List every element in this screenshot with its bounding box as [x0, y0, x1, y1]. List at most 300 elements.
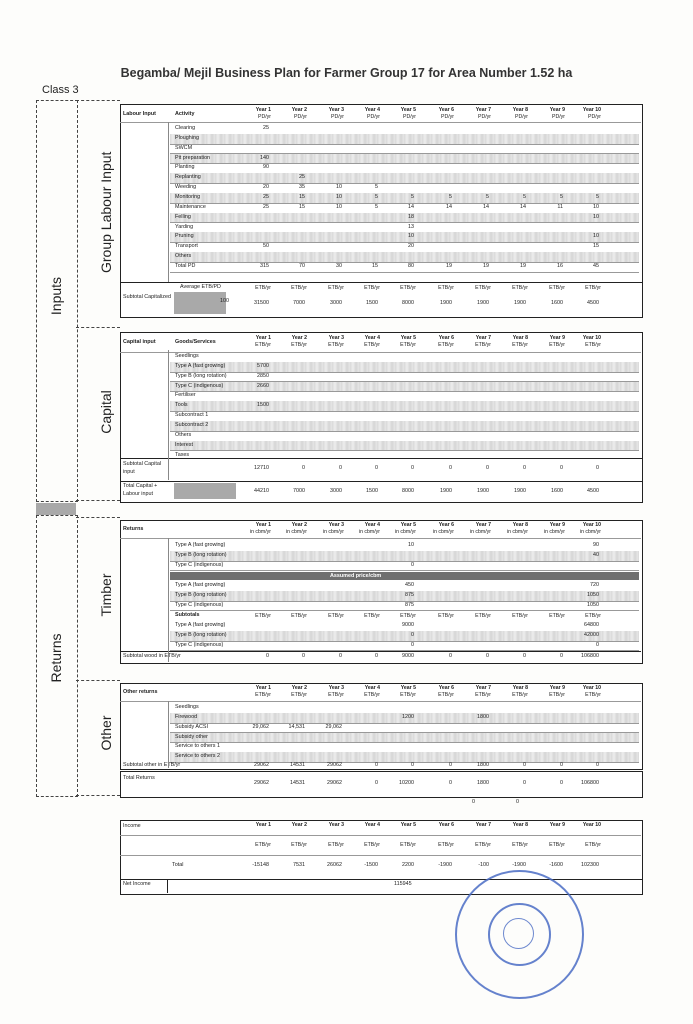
- timber-year-9: Year 9: [549, 522, 565, 528]
- other-total-cell: 0: [523, 780, 526, 786]
- capital-rule: [170, 411, 639, 412]
- other-subtotal-cell: 29062: [254, 762, 269, 768]
- timber-subtotal-cell: 0: [449, 653, 452, 659]
- labour-etb-unit-6: ETB/yr: [438, 285, 454, 291]
- labour-cell: 140: [260, 154, 269, 161]
- other-unit-5: ETB/yr: [400, 692, 416, 698]
- capital-stripe: [170, 421, 639, 431]
- timber-subtotal-cell: 9000: [402, 653, 414, 659]
- other-unit-8: ETB/yr: [512, 692, 528, 698]
- timber-label: Timber: [98, 573, 114, 617]
- income-year-3: Year 3: [328, 822, 344, 828]
- timber-subtotal-cell: 0: [486, 653, 489, 659]
- timber-unit-6: in cbm/yr: [432, 529, 454, 535]
- labour-subtotal-label: Subtotal Capitalized: [123, 294, 171, 300]
- timber-sub-cell: 9000: [402, 622, 414, 628]
- labour-row-label: Transport: [175, 243, 198, 250]
- capital-subtotal-cell: 0: [596, 465, 599, 471]
- income-unit-9: ETB/yr: [549, 842, 565, 848]
- labour-subtotal-cell: 1500: [366, 300, 378, 306]
- labour-row-label: Ploughing: [175, 134, 199, 141]
- labour-year-6: Year 6: [438, 107, 454, 113]
- other-total-cell: 0: [560, 780, 563, 786]
- capital-row-label: Type A (fast growing): [175, 362, 226, 369]
- labour-cell: 10: [593, 203, 599, 210]
- capital-col1: Goods/Services: [175, 339, 216, 345]
- timber-year-4: Year 4: [364, 522, 380, 528]
- labour-etb-unit-2: ETB/yr: [291, 285, 307, 291]
- capital-row-label: Taxes: [175, 451, 190, 458]
- labour-cell: 30: [336, 262, 342, 269]
- labour-subtotal-cell: 4500: [587, 300, 599, 306]
- labour-row-label: Felling: [175, 213, 191, 220]
- capital-row-label: Others: [175, 431, 192, 438]
- labour-cell: 16: [557, 262, 563, 269]
- other-subtotal-cell: 1800: [477, 762, 489, 768]
- labour-cell: 20: [408, 243, 414, 250]
- timber-sub-cell: 0: [596, 641, 599, 648]
- capital-total-cell: 1900: [514, 488, 526, 494]
- income-year-2: Year 2: [291, 822, 307, 828]
- labour-unit-9: PD/yr: [552, 114, 565, 120]
- timber-unit-1: in cbm/yr: [249, 529, 271, 535]
- below-value-1: 0: [472, 799, 475, 805]
- timber-row-label: Type A (fast growing): [175, 542, 226, 548]
- labour-row-label: Replanting: [175, 174, 201, 181]
- capital-total-cell: 1600: [551, 488, 563, 494]
- capital-row-label: Seedlings: [175, 353, 199, 359]
- capital-unit-6: ETB/yr: [438, 342, 454, 348]
- labour-cell: 11: [557, 203, 563, 210]
- capital-subtotal-cell: 0: [375, 465, 378, 471]
- labour-cell: 80: [408, 262, 414, 269]
- timber-etb-unit-8: ETB/yr: [512, 613, 528, 619]
- labour-rule: [170, 272, 639, 273]
- labour-etb-unit-7: ETB/yr: [475, 285, 491, 291]
- timber-col0: Returns: [123, 526, 144, 532]
- timber-subtotal-label: Subtotal wood in ETB/yr: [123, 653, 181, 659]
- income-unit-3: ETB/yr: [328, 842, 344, 848]
- labour-cell: 14: [446, 203, 452, 210]
- timber-header-rule: [120, 538, 641, 539]
- income-total-cell: -1500: [364, 862, 378, 868]
- other-subtotal-cell: 29062: [327, 762, 342, 768]
- labour-cell: 5: [596, 193, 599, 200]
- timber-etb-unit-10: ETB/yr: [585, 613, 601, 619]
- labour-col0: Labour Input: [123, 111, 156, 117]
- labour-etb-unit-5: ETB/yr: [400, 285, 416, 291]
- other-subtotal-cell: 0: [375, 762, 378, 768]
- timber-unit-8: in cbm/yr: [506, 529, 528, 535]
- timber-row-label: Type B (long rotation): [175, 551, 227, 558]
- other-row-label: Service to others 1: [175, 743, 220, 750]
- capital-unit-5: ETB/yr: [400, 342, 416, 348]
- labour-cell: 10: [593, 233, 599, 240]
- labour-year-7: Year 7: [475, 107, 491, 113]
- timber-sub-cell: 0: [411, 631, 414, 638]
- timber-price-rule: [170, 610, 639, 611]
- labour-cell: 15: [299, 203, 305, 210]
- labour-cell: 19: [520, 262, 526, 269]
- timber-year-6: Year 6: [438, 522, 454, 528]
- labour-row-label: Monitoring: [175, 193, 201, 200]
- official-stamp-center: [503, 918, 534, 949]
- other-cell: 14,531: [288, 723, 305, 730]
- labour-etb-unit-10: ETB/yr: [585, 285, 601, 291]
- capital-stripe: [170, 441, 639, 451]
- income-total-cell: -1600: [549, 862, 563, 868]
- labour-cell: 5: [560, 193, 563, 200]
- timber-sub-row-label: Type B (long rotation): [175, 631, 227, 638]
- capital-row-label: Fertiliser: [175, 392, 196, 399]
- capital-total-box: [174, 483, 236, 499]
- timber-price-cell: 875: [405, 601, 414, 608]
- capital-label: Capital: [98, 390, 114, 434]
- timber-price-row-label: Type A (fast growing): [175, 582, 226, 588]
- timber-year-10: Year 10: [582, 522, 601, 528]
- other-year-1: Year 1: [255, 685, 271, 691]
- labour-cell: 20: [263, 184, 269, 191]
- labour-subtotal-cell: 31500: [254, 300, 269, 306]
- other-cell: 1200: [402, 713, 414, 720]
- timber-sub-cell: 0: [411, 641, 414, 648]
- capital-row-label: Interest: [175, 441, 193, 448]
- labour-cell: 5: [375, 193, 378, 200]
- labour-etb-unit-1: ETB/yr: [255, 285, 271, 291]
- timber-unit-9: in cbm/yr: [543, 529, 565, 535]
- other-year-7: Year 7: [475, 685, 491, 691]
- timber-etb-unit-9: ETB/yr: [549, 613, 565, 619]
- capital-unit-9: ETB/yr: [549, 342, 565, 348]
- labour-year-5: Year 5: [400, 107, 416, 113]
- divider-inputs-end: [76, 500, 120, 501]
- timber-price-cell: 1050: [587, 601, 599, 608]
- labour-row-label: Maintenance: [175, 203, 206, 210]
- other-total-label: Total Returns: [123, 775, 155, 781]
- labour-cell: 70: [299, 262, 305, 269]
- capital-unit-2: ETB/yr: [291, 342, 307, 348]
- capital-cell: 2660: [257, 382, 269, 389]
- capital-col0: Capital input: [123, 339, 156, 345]
- capital-year-6: Year 6: [438, 335, 454, 341]
- capital-unit-7: ETB/yr: [475, 342, 491, 348]
- income-unit-8: ETB/yr: [512, 842, 528, 848]
- capital-cell: 1500: [257, 402, 269, 409]
- timber-subtotal-cell: 0: [266, 653, 269, 659]
- labour-unit-2: PD/yr: [294, 114, 307, 120]
- other-subtotal-label: Subtotal other in ETB/yr: [123, 762, 181, 768]
- income-total-cell: 102300: [581, 862, 599, 868]
- labour-cell: 10: [336, 184, 342, 191]
- capital-subtotal-cell: 0: [486, 465, 489, 471]
- labour-cell: 10: [336, 193, 342, 200]
- income-total-cell: -15148: [252, 862, 269, 868]
- other-cell: 29,062: [252, 723, 269, 730]
- other-total-cell: 29062: [327, 780, 342, 786]
- timber-year-3: Year 3: [328, 522, 344, 528]
- other-year-10: Year 10: [582, 685, 601, 691]
- labour-unit-7: PD/yr: [478, 114, 491, 120]
- income-year-8: Year 8: [512, 822, 528, 828]
- timber-subtotal-cell: 0: [523, 653, 526, 659]
- timber-sub-cell: 64800: [584, 622, 599, 628]
- capital-total-cell: 44210: [254, 488, 269, 494]
- timber-price-cell: 720: [590, 582, 599, 588]
- capital-total-cell: 1900: [440, 488, 452, 494]
- capital-total-cell: 1500: [366, 488, 378, 494]
- labour-row-label: Pruning: [175, 233, 194, 240]
- timber-subtotal-cell: 0: [375, 653, 378, 659]
- income-rule-1: [120, 835, 641, 836]
- capital-subtotal-cell: 0: [560, 465, 563, 471]
- income-year-5: Year 5: [400, 822, 416, 828]
- other-total-cell: 10200: [399, 780, 414, 786]
- capital-subtotal-cell: 0: [449, 465, 452, 471]
- capital-year-8: Year 8: [512, 335, 528, 341]
- capital-unit-1: ETB/yr: [255, 342, 271, 348]
- labour-row-label: Others: [175, 253, 192, 260]
- income-total-cell: -100: [478, 862, 489, 868]
- capital-year-4: Year 4: [364, 335, 380, 341]
- other-year-5: Year 5: [400, 685, 416, 691]
- other-year-4: Year 4: [364, 685, 380, 691]
- capital-subtotal-cell: 0: [339, 465, 342, 471]
- page-title: Begamba/ Mejil Business Plan for Farmer Group 17 for Area Number 1.52 ha: [120, 66, 573, 80]
- capital-year-10: Year 10: [582, 335, 601, 341]
- labour-cell: 5: [523, 193, 526, 200]
- labour-cell: 35: [299, 184, 305, 191]
- table-left-rule: [168, 350, 169, 480]
- income-unit-7: ETB/yr: [475, 842, 491, 848]
- labour-year-10: Year 10: [582, 107, 601, 113]
- other-col0: Other returns: [123, 689, 158, 695]
- timber-etb-unit-2: ETB/yr: [291, 613, 307, 619]
- separator-block: [36, 503, 76, 515]
- labour-cell: 10: [336, 203, 342, 210]
- other-year-8: Year 8: [512, 685, 528, 691]
- timber-sub-row-label: Type A (fast growing): [175, 622, 226, 628]
- labour-cell: 14: [483, 203, 489, 210]
- timber-subtotal-cell: 106800: [581, 653, 599, 659]
- capital-cell: 5700: [257, 362, 269, 369]
- divider-returns-end: [76, 795, 120, 796]
- labour-stripe: [170, 134, 639, 144]
- capital-unit-8: ETB/yr: [512, 342, 528, 348]
- labour-cell: 25: [263, 203, 269, 210]
- table-left-rule: [168, 538, 169, 662]
- income-year-6: Year 6: [438, 822, 454, 828]
- other-row-label: Service to others 2: [175, 753, 220, 760]
- table-left-rule: [168, 122, 169, 282]
- income-label: Income: [123, 823, 141, 829]
- labour-year-9: Year 9: [549, 107, 565, 113]
- capital-year-3: Year 3: [328, 335, 344, 341]
- labour-unit-6: PD/yr: [441, 114, 454, 120]
- labour-cell: 5: [375, 203, 378, 210]
- capital-year-5: Year 5: [400, 335, 416, 341]
- labour-cell: 90: [263, 164, 269, 171]
- capital-total-cell: 4500: [587, 488, 599, 494]
- capital-year-2: Year 2: [291, 335, 307, 341]
- timber-unit-2: in cbm/yr: [285, 529, 307, 535]
- labour-etb-unit-9: ETB/yr: [549, 285, 565, 291]
- timber-year-5: Year 5: [400, 522, 416, 528]
- capital-subtotal-cell: 0: [411, 465, 414, 471]
- timber-subtotal-cell: 0: [339, 653, 342, 659]
- labour-subtotal-cell: 3000: [330, 300, 342, 306]
- timber-price-row-label: Type C (indigenous): [175, 601, 224, 608]
- other-total-cell: 0: [375, 780, 378, 786]
- other-row-label: Subsidy ACSI: [175, 723, 208, 730]
- labour-subtotal-cell: 8000: [402, 300, 414, 306]
- timber-unit-7: in cbm/yr: [469, 529, 491, 535]
- class-label: Class 3: [42, 84, 79, 96]
- other-total-cell: 0: [449, 780, 452, 786]
- labour-etb-unit-3: ETB/yr: [328, 285, 344, 291]
- labour-cell: 19: [483, 262, 489, 269]
- timber-price-cell: 875: [405, 591, 414, 598]
- labour-cell: 25: [299, 174, 305, 181]
- labour-cell: 5: [375, 184, 378, 191]
- net-income-divider: [167, 879, 168, 893]
- assumed-price-band: [170, 572, 639, 580]
- divider-other: [76, 680, 120, 681]
- other-subtotal-cell: 0: [449, 762, 452, 768]
- capital-total-cell: 8000: [402, 488, 414, 494]
- labour-cell: 15: [593, 243, 599, 250]
- other-unit-10: ETB/yr: [585, 692, 601, 698]
- capital-cell: 2850: [257, 372, 269, 379]
- timber-year-1: Year 1: [255, 522, 271, 528]
- labour-unit-5: PD/yr: [403, 114, 416, 120]
- labour-unit-8: PD/yr: [515, 114, 528, 120]
- labour-row-label: Total PD: [175, 262, 196, 269]
- income-table: [120, 820, 643, 884]
- income-year-1: Year 1: [255, 822, 271, 828]
- divider-capital: [76, 327, 120, 328]
- other-stripe: [170, 733, 639, 743]
- timber-subtotal-cell: 0: [560, 653, 563, 659]
- capital-year-1: Year 1: [255, 335, 271, 341]
- labour-cell: 14: [408, 203, 414, 210]
- capital-unit-3: ETB/yr: [328, 342, 344, 348]
- capital-total-label: Total Capital + Labour input: [123, 483, 158, 497]
- labour-subtotal-cell: 1900: [440, 300, 452, 306]
- income-unit-4: ETB/yr: [364, 842, 380, 848]
- other-subtotal-cell: 14531: [290, 762, 305, 768]
- capital-row-label: Type C (indigenous): [175, 382, 224, 389]
- labour-cell: 25: [263, 125, 269, 131]
- capital-row-label: Subcontract 2: [175, 421, 209, 428]
- timber-unit-5: in cbm/yr: [394, 529, 416, 535]
- income-year-7: Year 7: [475, 822, 491, 828]
- assumed-price-label: Assumed price/cbm: [330, 573, 382, 579]
- timber-cell: 40: [593, 551, 599, 558]
- capital-subtotal-cell: 0: [523, 465, 526, 471]
- capital-subtotal-cell: 12710: [254, 465, 269, 471]
- other-unit-1: ETB/yr: [255, 692, 271, 698]
- labour-row-label: Clearing: [175, 125, 196, 131]
- capital-unit-10: ETB/yr: [585, 342, 601, 348]
- labour-cell: 14: [520, 203, 526, 210]
- divider-timber: [76, 517, 120, 518]
- timber-unit-10: in cbm/yr: [579, 529, 601, 535]
- other-total-cell: 29062: [254, 780, 269, 786]
- labour-cell: 18: [408, 213, 414, 220]
- below-value-2: 0: [516, 799, 519, 805]
- labour-cell: 10: [408, 233, 414, 240]
- capital-unit-4: ETB/yr: [364, 342, 380, 348]
- capital-rule: [170, 391, 639, 392]
- income-total-cell: 26062: [327, 862, 342, 868]
- timber-sub-cell: 42000: [584, 631, 599, 638]
- labour-year-4: Year 4: [364, 107, 380, 113]
- other-unit-6: ETB/yr: [438, 692, 454, 698]
- timber-etb-unit-3: ETB/yr: [328, 613, 344, 619]
- other-subtotal-cell: 0: [523, 762, 526, 768]
- labour-etb-unit-4: ETB/yr: [364, 285, 380, 291]
- labour-cell: 315: [260, 262, 269, 269]
- timber-unit-3: in cbm/yr: [322, 529, 344, 535]
- income-year-4: Year 4: [364, 822, 380, 828]
- labour-stripe: [170, 173, 639, 183]
- income-year-10: Year 10: [582, 822, 601, 828]
- other-row-label: Seedlings: [175, 704, 199, 710]
- income-rule-2: [120, 855, 641, 856]
- avg-etb-box: [174, 292, 226, 314]
- timber-year-2: Year 2: [291, 522, 307, 528]
- labour-row-label: SWCM: [175, 144, 193, 151]
- labour-subtotal-cell: 1900: [477, 300, 489, 306]
- other-unit-3: ETB/yr: [328, 692, 344, 698]
- returns-label: Returns: [48, 633, 64, 683]
- income-total-cell: 7531: [293, 862, 305, 868]
- labour-cell: 50: [263, 243, 269, 250]
- labour-subtotal-cell: 1900: [514, 300, 526, 306]
- income-unit-2: ETB/yr: [291, 842, 307, 848]
- other-unit-4: ETB/yr: [364, 692, 380, 698]
- labour-col1: Activity: [175, 111, 195, 117]
- other-cell: 29,062: [325, 723, 342, 730]
- labour-cell: 10: [593, 213, 599, 220]
- capital-row-label: Tools: [175, 402, 188, 409]
- income-year-9: Year 9: [549, 822, 565, 828]
- timber-subtotal-cell: 0: [302, 653, 305, 659]
- other-total-cell: 1800: [477, 780, 489, 786]
- other-subtotal-cell: 0: [560, 762, 563, 768]
- table-left-rule: [168, 701, 169, 768]
- income-unit-5: ETB/yr: [400, 842, 416, 848]
- timber-sub-row-label: Type C (indigenous): [175, 641, 224, 648]
- labour-rule: [170, 144, 639, 145]
- income-total-cell: -1900: [438, 862, 452, 868]
- capital-total-cell: 3000: [330, 488, 342, 494]
- timber-etb-unit-6: ETB/yr: [438, 613, 454, 619]
- labour-cell: 25: [263, 193, 269, 200]
- labour-unit-10: PD/yr: [588, 114, 601, 120]
- labour-cell: 5: [486, 193, 489, 200]
- other-cell: 1800: [477, 713, 489, 720]
- other-year-9: Year 9: [549, 685, 565, 691]
- timber-cell: 90: [593, 542, 599, 548]
- timber-etb-unit-7: ETB/yr: [475, 613, 491, 619]
- labour-unit-1: PD/yr: [258, 114, 271, 120]
- other-row-label: Subsidy other: [175, 733, 208, 740]
- labour-row-label: Pit preparation: [175, 154, 211, 161]
- inputs-label: Inputs: [48, 276, 64, 316]
- labour-row-label: Planting: [175, 164, 195, 171]
- other-subtotal-cell: 0: [596, 762, 599, 768]
